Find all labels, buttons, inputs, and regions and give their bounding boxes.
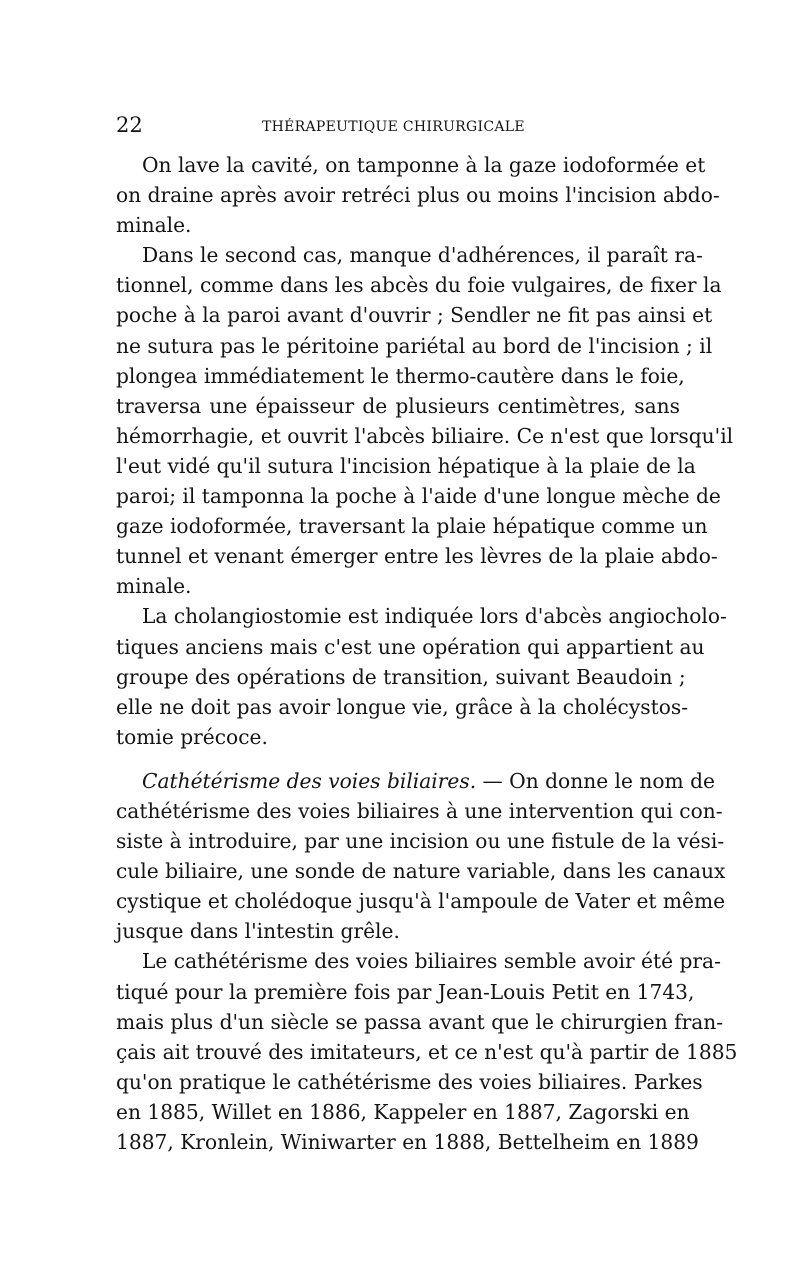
text-line: on draine après avoir retréci plus ou moins l'incision abdo- bbox=[116, 183, 720, 208]
text-line: tiques anciens mais c'est une opération qui appartient au bbox=[116, 634, 705, 659]
text-line: traversa une épaisseur de plusieurs centimètres, sans bbox=[116, 393, 680, 418]
text-line: tunnel et venant émerger entre les lèvres de la plaie abdo- bbox=[116, 544, 718, 569]
text-line bbox=[116, 766, 715, 796]
text-line: elle ne doit pas avoir longue vie, grâce à la cholécystos- bbox=[116, 694, 689, 719]
paragraph-lavage bbox=[116, 150, 720, 240]
text-line: tiqué pour la première fois par Jean-Louis Petit en 1743, bbox=[116, 979, 695, 1004]
text-line: l'eut vidé qu'il sutura l'incision hépatique à la plaie de la bbox=[116, 453, 696, 478]
text-line: jusque dans l'intestin grêle. bbox=[116, 919, 400, 944]
text-line: minale. bbox=[116, 213, 192, 238]
text-line: tomie précoce. bbox=[116, 724, 268, 749]
running-title: THÉRAPEUTIQUE CHIRURGICALE bbox=[262, 119, 525, 135]
text-line: cystique et cholédoque jusqu'à l'ampoule de Vater et même bbox=[116, 889, 726, 914]
section-heading: Cathétérisme des voies biliaires. bbox=[142, 768, 477, 793]
paragraph-cholangiostomie bbox=[116, 601, 727, 751]
body-text bbox=[116, 150, 738, 1157]
section-gap bbox=[116, 752, 680, 766]
text-line: 1887, Kronlein, Winiwarter en 1888, Bettelheim en 1889 bbox=[116, 1130, 699, 1154]
text-line: minale. bbox=[116, 574, 192, 599]
text-line: La cholangiostomie est indiquée lors d'abcès angiocholo- bbox=[142, 604, 727, 629]
text-line: On lave la cavité, on tamponne à la gaze iodoformée et bbox=[142, 153, 706, 177]
page-number: 22 bbox=[116, 113, 143, 137]
text-line: tionnel, comme dans les abcès du foie vulgaires, de fixer la bbox=[116, 273, 722, 298]
paragraph-catheterisme-histoire bbox=[116, 946, 738, 1157]
page-header bbox=[116, 112, 680, 138]
text-line: plongea immédiatement le thermo-cautère dans le foie, bbox=[116, 363, 685, 388]
text-line-content: — On donne le nom de bbox=[476, 768, 715, 793]
text-line: paroi; il tamponna la poche à l'aide d'une longue mèche de bbox=[116, 484, 721, 509]
text-line: Dans le second cas, manque d'adhérences, il paraît ra- bbox=[142, 243, 703, 268]
text-line: hémorrhagie, et ouvrit l'abcès biliaire. Ce n'est que lorsqu'il bbox=[116, 423, 734, 448]
text-line: poche à la paroi avant d'ouvrir ; Sendler ne fit pas ainsi et bbox=[116, 303, 713, 328]
paragraph-second-cas bbox=[116, 240, 734, 601]
text-line: qu'on pratique le cathétérisme des voies biliaires. Parkes bbox=[116, 1069, 703, 1094]
text-line: ne sutura pas le péritoine pariétal au bord de l'incision ; il bbox=[116, 333, 713, 358]
text-line: groupe des opérations de transition, suivant Beaudoin ; bbox=[116, 664, 686, 689]
text-line: cule biliaire, une sonde de nature variable, dans les canaux bbox=[116, 859, 726, 884]
text-line: mais plus d'un siècle se passa avant que le chirurgien fran- bbox=[116, 1009, 724, 1034]
text-line: gaze iodoformée, traversant la plaie hépatique comme un bbox=[116, 514, 708, 539]
text-line: Le cathétérisme des voies biliaires semble avoir été pra- bbox=[142, 949, 721, 974]
text-line: siste à introduire, par une incision ou une fistule de la vési- bbox=[116, 829, 725, 854]
text-line: çais ait trouvé des imitateurs, et ce n'est qu'à partir de 1885 bbox=[116, 1039, 738, 1064]
text-line: en 1885, Willet en 1886, Kappeler en 1887, Zagorski en bbox=[116, 1099, 690, 1124]
paragraph-catheterisme-definition bbox=[116, 766, 726, 947]
text-line: cathétérisme des voies biliaires à une intervention qui con- bbox=[116, 798, 723, 823]
